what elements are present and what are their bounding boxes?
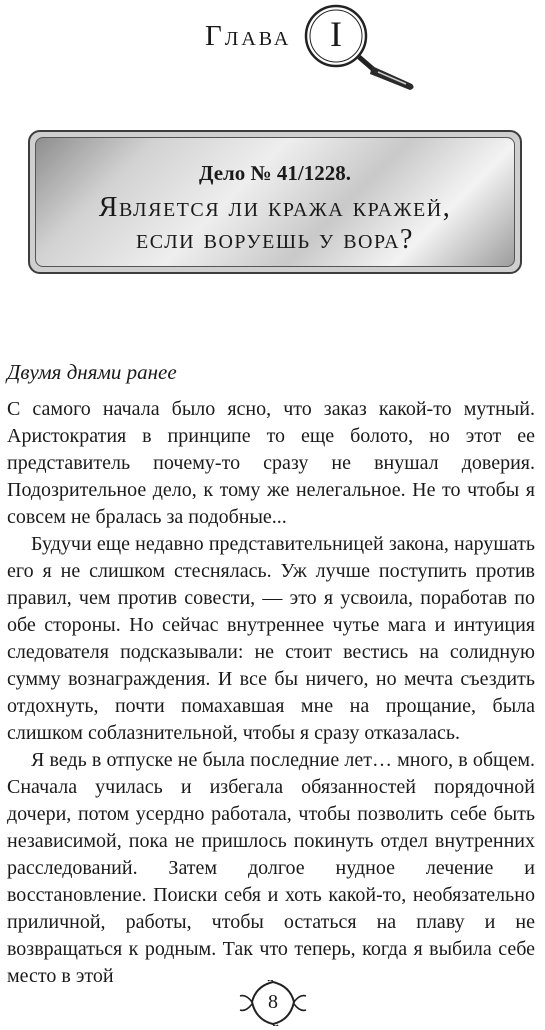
case-number: Дело № 41/1228.	[199, 161, 351, 185]
page-number: 8	[268, 991, 278, 1013]
paragraph: С самого начала было ясно, что заказ какой-то мутный. Аристократия в принципе то еще болото, но этот ее представитель почему-то сразу не внушал доверия. Подозрительное дело, к тому же нелегальное. Не то чтобы я совсем не бралась за подобные...	[7, 398, 535, 528]
paragraph: Я ведь в отпуске не была последние лет… много, в общем. Сначала училась и избегала обязанностей порядочной дочери, потом усердно работала, чтобы позволить себе быть независимой, пока не пришлось покинуть отдел внутренних расследований. Затем долгое нудное лечение и восстановление. Поиски себя и хоть какой-то, необязательно приличной, работы, чтобы остаться на плаву и не возвращаться к родным. Так что теперь, когда я выбила себе место в этой	[7, 749, 535, 987]
case-title-line-1: Является ли кража кражей,	[98, 192, 452, 223]
case-plate	[28, 130, 522, 274]
chapter-header	[0, 0, 545, 100]
paragraph: Будучи еще недавно представительницей закона, нарушать его я не слишком стеснялась. Уж лучше поступить против правил, чем против совести, — это я усвоила, поработав по обе стороны. Но сейчас внутреннее чутье мага и интуиция следователя подсказывали: не стоит вестись на солидную сумму вознаграждения. И все бы ничего, но мечта съездить отдохнуть, почти помахавшая мне на прощание, была слишком соблазнительной, чтобы я сразу отказалась.	[7, 533, 535, 744]
chapter-number: I	[330, 14, 342, 54]
body-text	[7, 396, 535, 990]
case-title	[36, 192, 514, 256]
epigraph: Двумя днями ранее	[7, 360, 177, 384]
case-plate-inner	[35, 137, 515, 267]
case-title-line-2: если воруешь у вора?	[136, 224, 414, 255]
chapter-word: Глава	[205, 20, 292, 52]
